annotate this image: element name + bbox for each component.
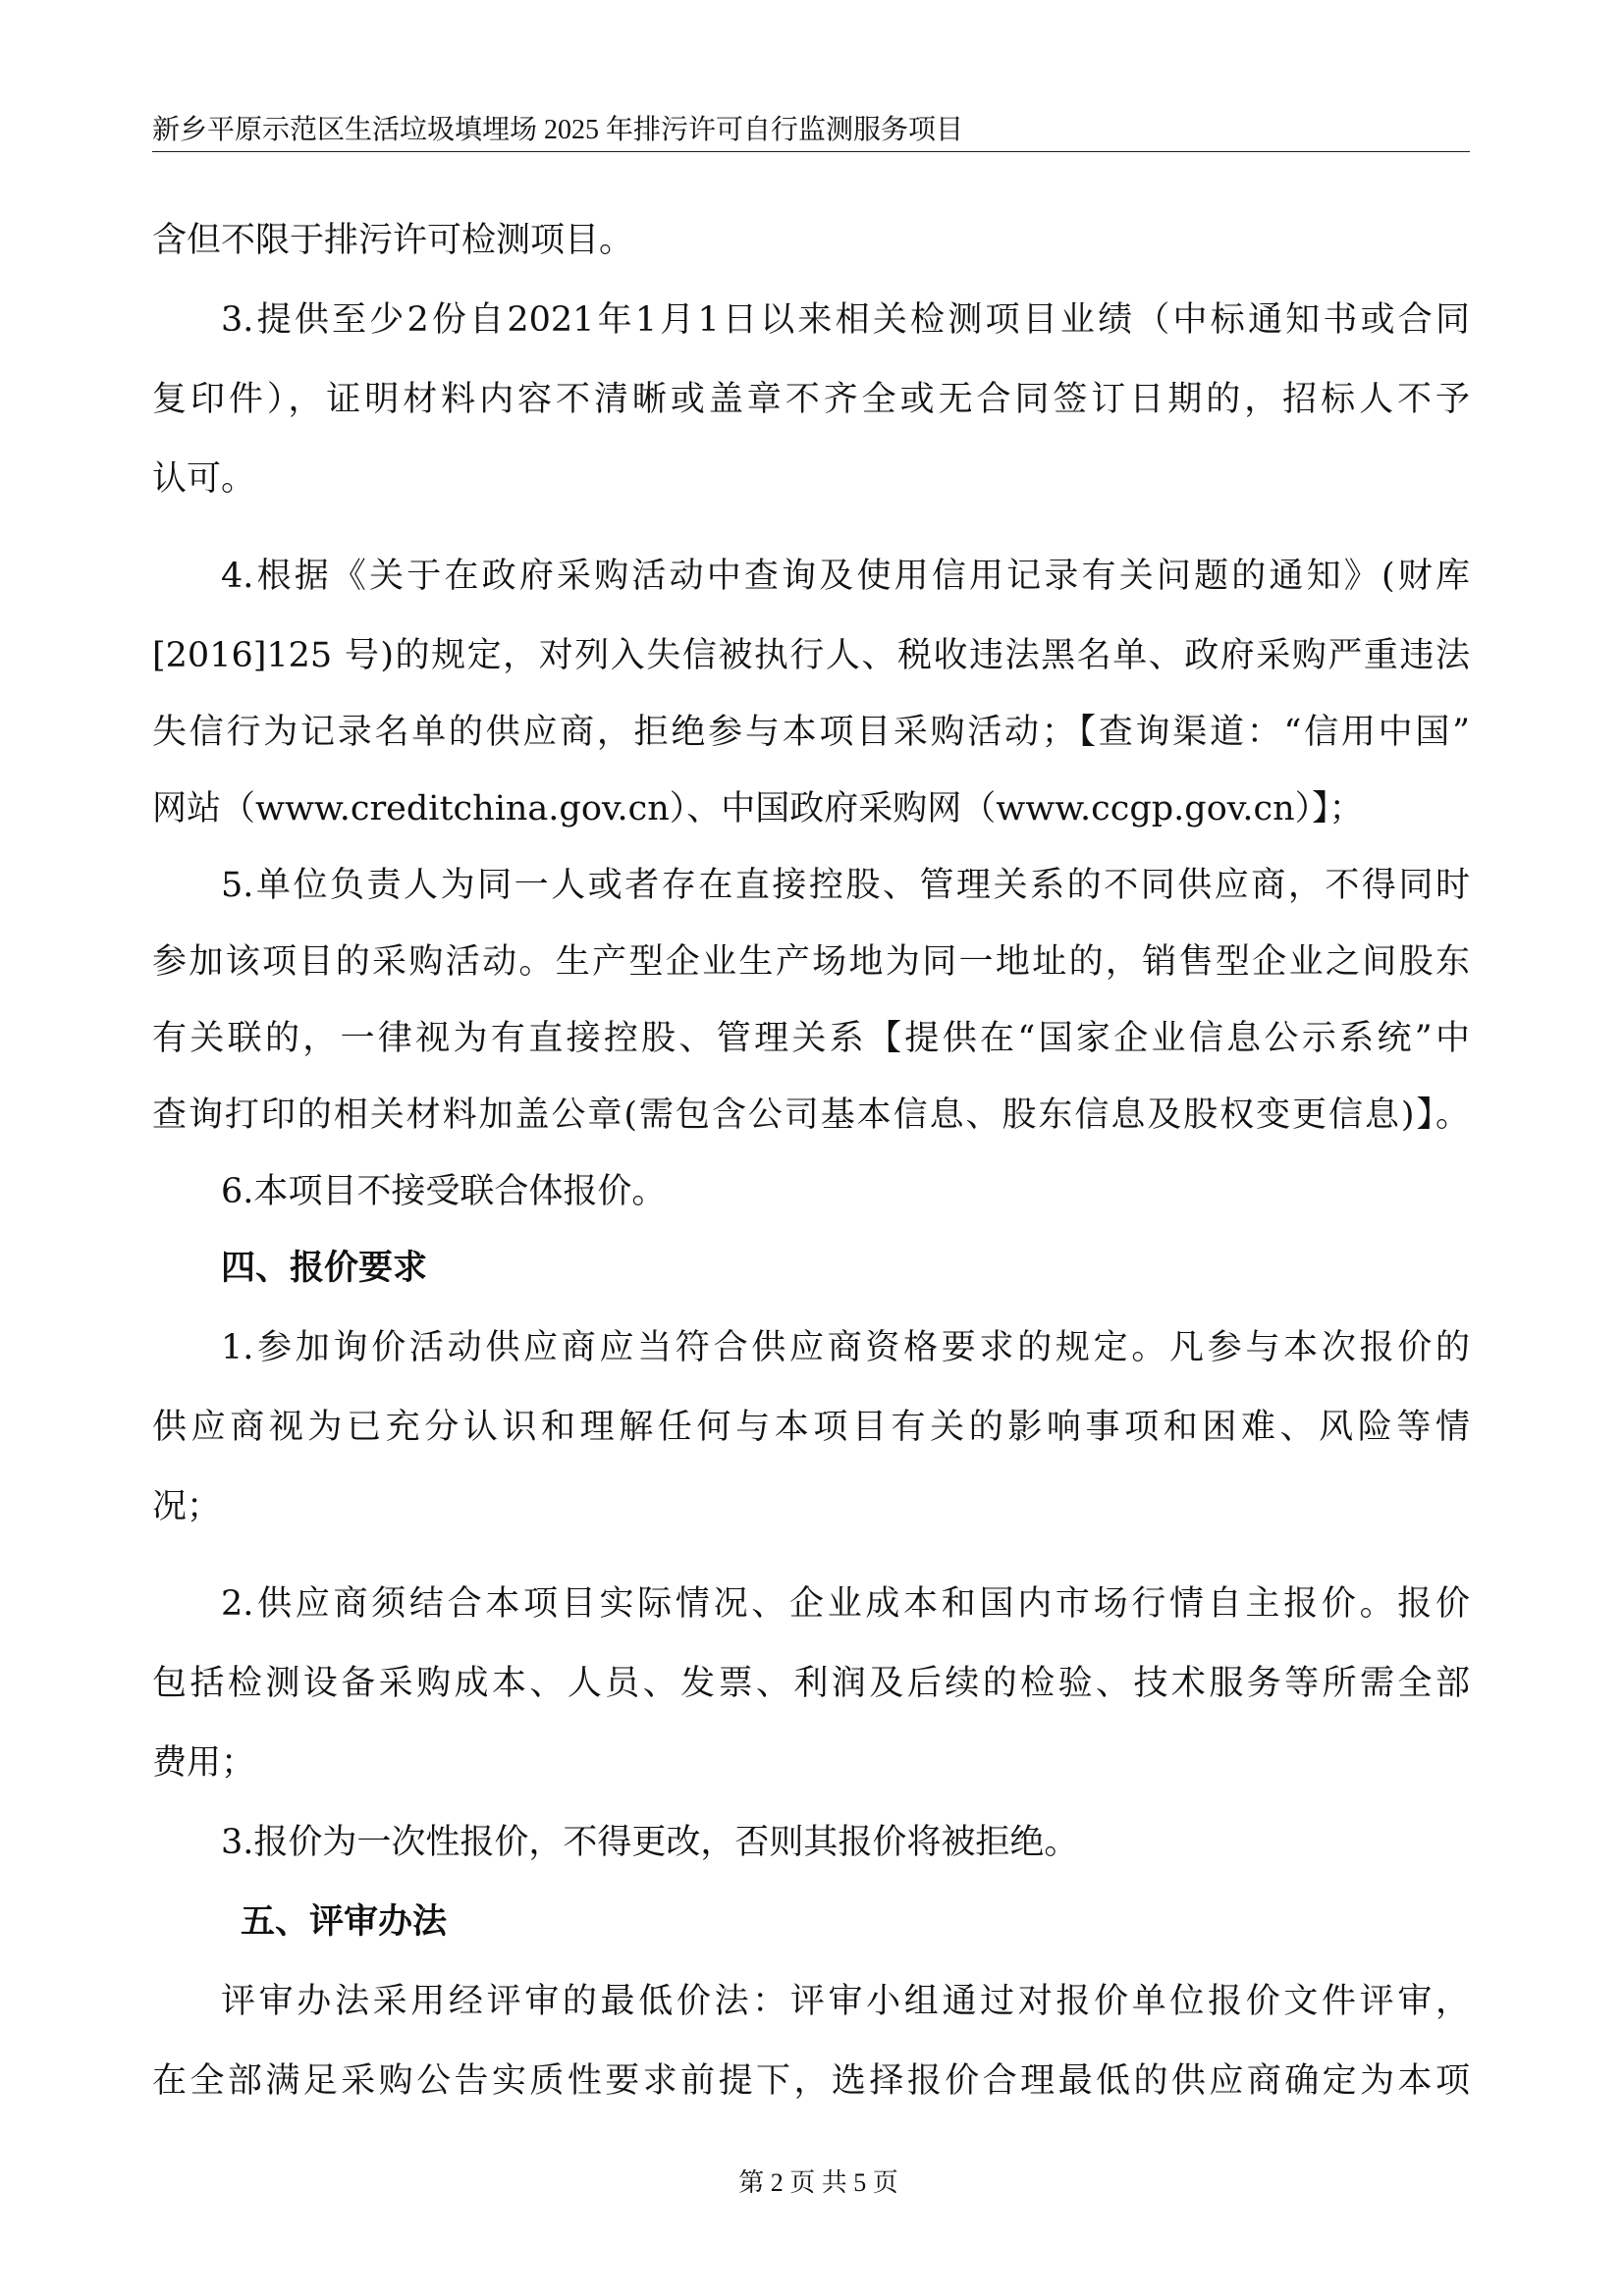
paragraph-line: 6.本项目不接受联合体报价。: [221, 1172, 667, 1211]
section-heading-evaluation: 五、评审办法: [241, 1901, 448, 1942]
paragraph-line: 查询打印的相关材料加盖公章(需包含公司基本信息、股东信息及股权变更信息)】。: [152, 1095, 1470, 1135]
paragraph-line: 5.单位负责人为同一人或者存在直接控股、管理关系的不同供应商，不得同时: [221, 866, 1470, 905]
paragraph-line: 复印件），证明材料内容不清晰或盖章不齐全或无合同签订日期的，招标人不予: [152, 380, 1470, 419]
paragraph-line: 3.报价为一次性报价，不得更改，否则其报价将被拒绝。: [221, 1823, 1079, 1862]
paragraph-line: 有关联的，一律视为有直接控股、管理关系【提供在“国家企业信息公示系统”中: [152, 1019, 1470, 1058]
page-header: [152, 110, 1470, 152]
paragraph-line: 3.提供至少2份自2021年1月1日以来相关检测项目业绩（中标通知书或合同: [221, 300, 1470, 340]
paragraph-line: 含但不限于排污许可检测项目。: [152, 221, 634, 260]
section-heading-pricing: 四、报价要求: [221, 1248, 428, 1288]
paragraph-line: [2016]125 号)的规定，对列入失信被执行人、税收违法黑名单、政府采购严重违法: [152, 636, 1470, 675]
page-footer: [0, 2130, 1624, 2201]
paragraph-line: 1.参加询价活动供应商应当符合供应商资格要求的规定。凡参与本次报价的: [221, 1328, 1470, 1367]
paragraph-line: 在全部满足采购公告实质性要求前提下，选择报价合理最低的供应商确定为本项: [152, 2061, 1470, 2101]
paragraph-line: 参加该项目的采购活动。生产型企业生产场地为同一地址的，销售型企业之间股东: [152, 942, 1470, 982]
paragraph-line: 费用；: [152, 1743, 256, 1783]
page-number-label: 第 2 页 共 5 页: [738, 2168, 898, 2197]
paragraph-line: 评审办法采用经评审的最低价法：评审小组通过对报价单位报价文件评审，: [221, 1982, 1470, 2021]
paragraph-line: 失信行为记录名单的供应商，拒绝参与本项目采购活动；【查询渠道：“信用中国”: [152, 713, 1470, 752]
paragraph-line: 认可。: [152, 459, 256, 499]
paragraph-line: 况；: [152, 1487, 222, 1526]
paragraph-line: 2.供应商须结合本项目实际情况、企业成本和国内市场行情自主报价。报价: [221, 1584, 1470, 1624]
paragraph-line: 包括检测设备采购成本、人员、发票、利润及后续的检验、技术服务等所需全部: [152, 1664, 1470, 1703]
paragraph-line: 4.根据《关于在政府采购活动中查询及使用信用记录有关问题的通知》(财库: [221, 557, 1470, 596]
paragraph-line: 网站（www.creditchina.gov.cn）、中国政府采购网（www.ccgp.gov.cn）】；: [152, 789, 1364, 828]
document-body: [152, 208, 1470, 2128]
header-title: 新乡平原示范区生活垃圾填埋场 2025 年排污许可自行监测服务项目: [152, 115, 964, 145]
paragraph-line: 供应商视为已充分认识和理解任何与本项目有关的影响事项和困难、风险等情: [152, 1408, 1470, 1447]
